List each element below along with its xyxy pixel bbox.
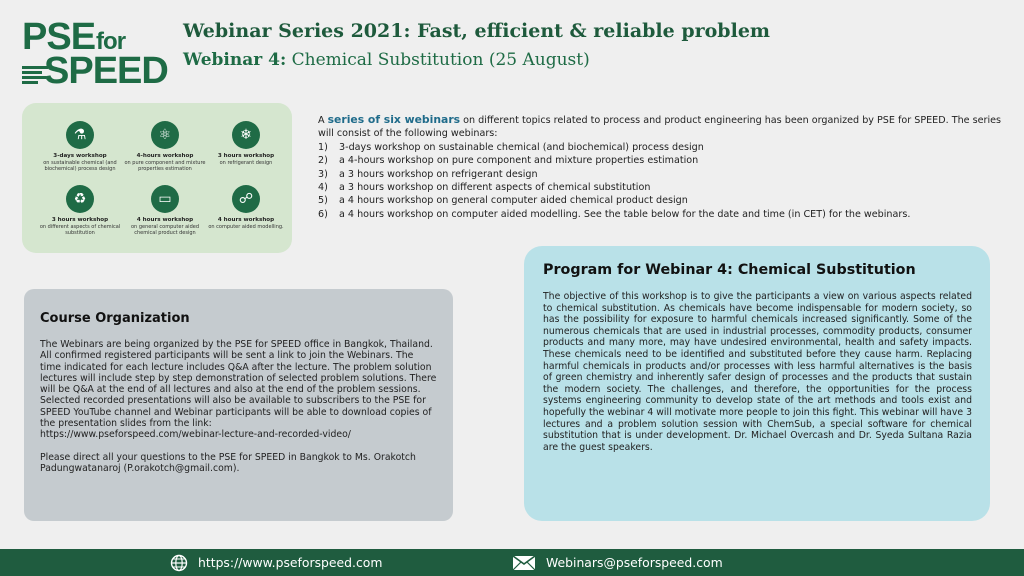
recycle-icon: ♻	[66, 185, 94, 213]
logo-speed: SPEED	[44, 50, 168, 92]
snowflake-icon: ❄	[232, 121, 260, 149]
program-body: The objective of this workshop is to give the participants a view on various aspects related to chemical substitution. As chemicals have become indispensable for modern society, so has the possibility for exposure to harmful chemicals increased significantly. Some of the numerous chemicals that are used in industrial processes, commodity products, consumer products and many more, may have undesired environmental, health and safety impacts. These chemicals need to be identified and substituted before they cause harm. Replacing harmful chemicals in products and/or processes with less harmful alternatives is the basis of green chemistry and inherently safer design of processes and the products that sustain the modern society. The challenges, and therefore, the opportunities for the process systems engineering community to develop state of the art methods and tools exist and hopefully the webinar 4 will motivate more people to join this fight. This webinar will have 3 lectures and a problem solution session with ChemSub, a special software for chemical substitution that is under development. Dr. Michael Overcash and Dr. Syeda Sultana Razia are the guest speakers.	[543, 291, 972, 453]
webinar-list	[318, 141, 1004, 221]
page-title: Webinar Series 2021: Fast, efficient & reliable problem	[183, 20, 771, 42]
workshop-title: 3 hours workshop	[217, 153, 275, 159]
workshop-title: 3-days workshop	[53, 153, 107, 159]
list-text: a 4 hours workshop on general computer aided chemical product design	[339, 195, 688, 207]
email-link[interactable]: Webinars@pseforspeed.com	[546, 555, 723, 570]
recorded-video-link[interactable]: https://www.pseforspeed.com/webinar-lecture-and-recorded-video/	[40, 429, 351, 441]
intro-paragraph	[318, 113, 1004, 141]
list-item	[318, 141, 1004, 154]
workshop-card	[202, 185, 290, 230]
workshop-title: 4 hours workshop	[136, 217, 194, 223]
list-number: 5)	[318, 195, 328, 207]
flask-gear-icon: ⚗	[66, 121, 94, 149]
footer-bar	[0, 549, 1024, 576]
subtitle-rest: Chemical Substitution (25 August)	[286, 50, 590, 70]
footer-website[interactable]	[170, 549, 382, 576]
list-text: a 3 hours workshop on different aspects of chemical substitution	[339, 182, 651, 194]
footer-email[interactable]	[512, 549, 723, 576]
program-panel	[524, 246, 990, 521]
molecule-icon: ⚛	[151, 121, 179, 149]
program-heading: Program for Webinar 4: Chemical Substitution	[543, 262, 916, 278]
list-item	[318, 168, 1004, 181]
workshop-card	[121, 121, 209, 172]
course-contact: Please direct all your questions to the PSE for SPEED in Bangkok to Ms. Orakotch Padungwatanaroj (P.orakotch@gmail.com).	[40, 451, 416, 474]
workshop-desc: on different aspects of chemical substitution	[39, 223, 121, 236]
workshop-desc: on refrigerant design	[219, 159, 273, 166]
envelope-icon	[512, 555, 536, 571]
network-icon: ☍	[232, 185, 260, 213]
logo-for: for	[96, 28, 126, 55]
workshop-card	[36, 121, 124, 172]
list-number: 4)	[318, 182, 328, 194]
logo-pse: PSE	[22, 16, 96, 58]
intro-highlight: series of six webinars	[327, 113, 461, 126]
computer-icon: ▭	[151, 185, 179, 213]
list-number: 6)	[318, 208, 328, 220]
intro-rest: on different topics related to process and product engineering has been organized by PSE for SPEED. The series will consist of the following webinars:	[318, 115, 1002, 140]
series-intro	[318, 113, 1004, 221]
list-text: a 4-hours workshop on pure component and mixture properties estimation	[339, 155, 699, 167]
course-body: The Webinars are being organized by the PSE for SPEED office in Bangkok, Thailand. All confirmed registered participants will be sent a link to join the Webinars. The time indicated for each lecture includes Q&A after the lecture. The problem solution lectures will include step by step demonstration of selected problem solutions. There will be Q&A at the end of all lectures and also at the end of the problem sessions. Selected recorded presentations will also be available to subscribers to the PSE for SPEED YouTube channel and Webinar participants will be able to download copies of the presentation slides from the link:	[40, 339, 437, 430]
workshop-title: 4-hours workshop	[136, 153, 194, 159]
pse-for-speed-logo	[22, 16, 168, 92]
list-text: 3-days workshop on sustainable chemical (and biochemical) process design	[339, 141, 704, 153]
list-item	[318, 194, 1004, 207]
workshop-card	[36, 185, 124, 236]
course-organization-panel	[24, 289, 453, 521]
workshop-title: 3 hours workshop	[51, 217, 109, 223]
workshop-card	[202, 121, 290, 166]
list-text: a 3 hours workshop on refrigerant design	[339, 168, 538, 180]
list-number: 1)	[318, 141, 328, 153]
globe-icon	[170, 554, 188, 572]
website-link[interactable]: https://www.pseforspeed.com	[198, 555, 383, 570]
workshop-card	[121, 185, 209, 236]
list-item	[318, 181, 1004, 194]
workshop-title: 4 hours workshop	[217, 217, 275, 223]
workshop-desc: on general computer aided chemical product design	[131, 223, 199, 236]
course-heading: Course Organization	[40, 311, 190, 326]
workshop-desc: on pure component and mixture properties estimation	[124, 159, 206, 172]
subtitle-bold: Webinar 4:	[183, 50, 287, 70]
workshop-desc: on sustainable chemical (and biochemical) process design	[43, 159, 117, 172]
workshops-icon-panel	[22, 103, 292, 253]
list-number: 3)	[318, 168, 328, 180]
list-text: a 4 hours workshop on computer aided modelling. See the table below for the date and time (in CET) for the webinars.	[339, 208, 911, 220]
workshop-desc: on computer aided modelling.	[208, 223, 284, 230]
intro-prefix: A	[318, 115, 328, 126]
page-subtitle	[183, 50, 590, 70]
list-item	[318, 208, 1004, 221]
list-item	[318, 154, 1004, 167]
list-number: 2)	[318, 155, 328, 167]
